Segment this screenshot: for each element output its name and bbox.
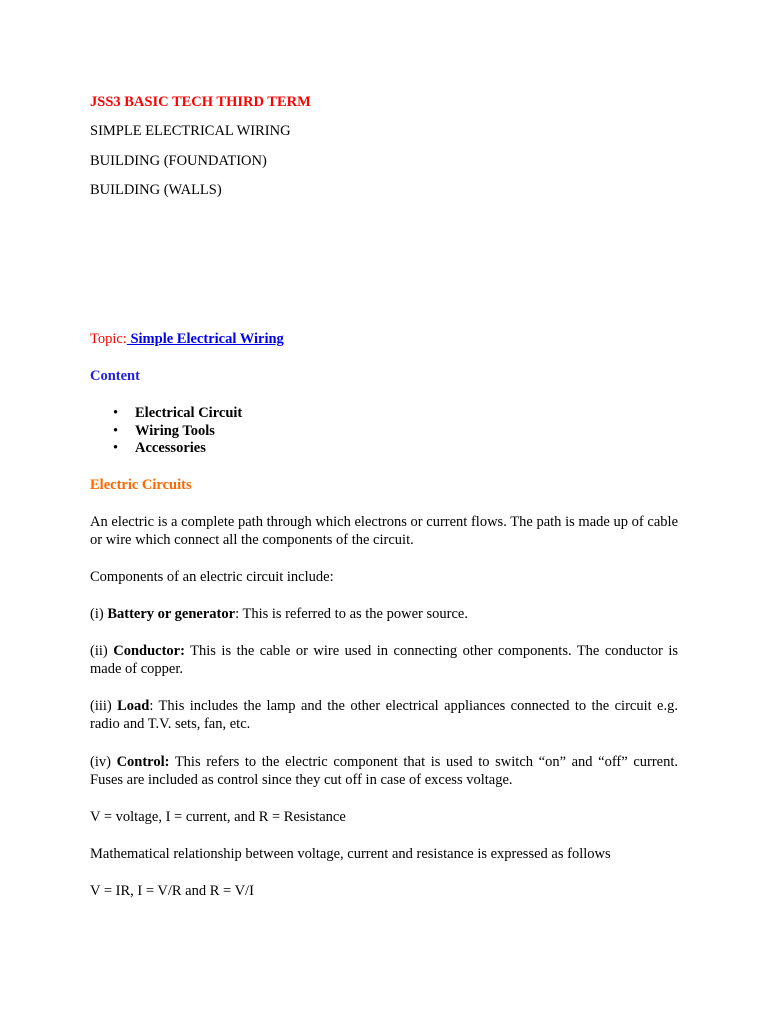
header-line-walls: BUILDING (WALLS) (90, 182, 222, 198)
component-term: Control: (116, 754, 170, 770)
topic-line (90, 330, 680, 348)
content-list (90, 405, 242, 458)
content-heading: Content (90, 368, 140, 384)
component-description: : This includes the lamp and the other electrical appliances connected to the circuit e.g. radio and T.V. sets, fan, etc. (90, 698, 678, 732)
topic-link[interactable]: Simple Electrical Wiring (126, 331, 284, 347)
list-item-label: Electrical Circuit (135, 405, 243, 421)
component-battery (90, 605, 678, 623)
component-control (90, 753, 678, 789)
section-heading: Electric Circuits (90, 477, 192, 493)
list-item (90, 440, 242, 458)
component-conductor (90, 642, 678, 678)
component-description: This refers to the electric component that is used to switch “on” and “off” current. Fuses are included as control since they cut off in case of excess voltage. (90, 754, 679, 788)
component-prefix: (iv) (90, 754, 117, 770)
component-term: Battery or generator (107, 606, 236, 622)
components-intro: Components of an electric circuit include: (90, 569, 334, 585)
component-load (90, 697, 678, 733)
intro-paragraph: An electric is a complete path through which electrons or current flows. The path is made up of cable or wire which connect all the components of the circuit. (90, 514, 678, 548)
component-prefix: (i) (90, 606, 108, 622)
component-prefix: (iii) (90, 698, 118, 714)
formula-line: V = IR, I = V/R and R = V/I (90, 883, 254, 899)
list-item (90, 405, 242, 423)
definitions-line: V = voltage, I = current, and R = Resistance (90, 809, 346, 825)
relationship-line: Mathematical relationship between voltage, current and resistance is expressed as follows (90, 846, 611, 862)
component-term: Conductor: (113, 643, 185, 659)
document-title: JSS3 BASIC TECH THIRD TERM (90, 94, 311, 110)
component-prefix: (ii) (90, 643, 114, 659)
topic-label: Topic: (90, 331, 127, 347)
list-item (90, 423, 242, 441)
component-term: Load (117, 698, 150, 714)
bullet-icon: • (113, 422, 119, 439)
header-line-foundation: BUILDING (FOUNDATION) (90, 153, 267, 169)
bullet-icon: • (113, 440, 119, 456)
list-item-label: Wiring Tools (135, 422, 215, 439)
header-line-wiring: SIMPLE ELECTRICAL WIRING (90, 123, 291, 139)
component-description: This is the cable or wire used in connecting other components. The conductor is made of copper. (90, 643, 678, 677)
bullet-icon: • (113, 405, 119, 421)
component-description: : This is referred to as the power source. (235, 606, 468, 622)
list-item-label: Accessories (135, 440, 206, 456)
